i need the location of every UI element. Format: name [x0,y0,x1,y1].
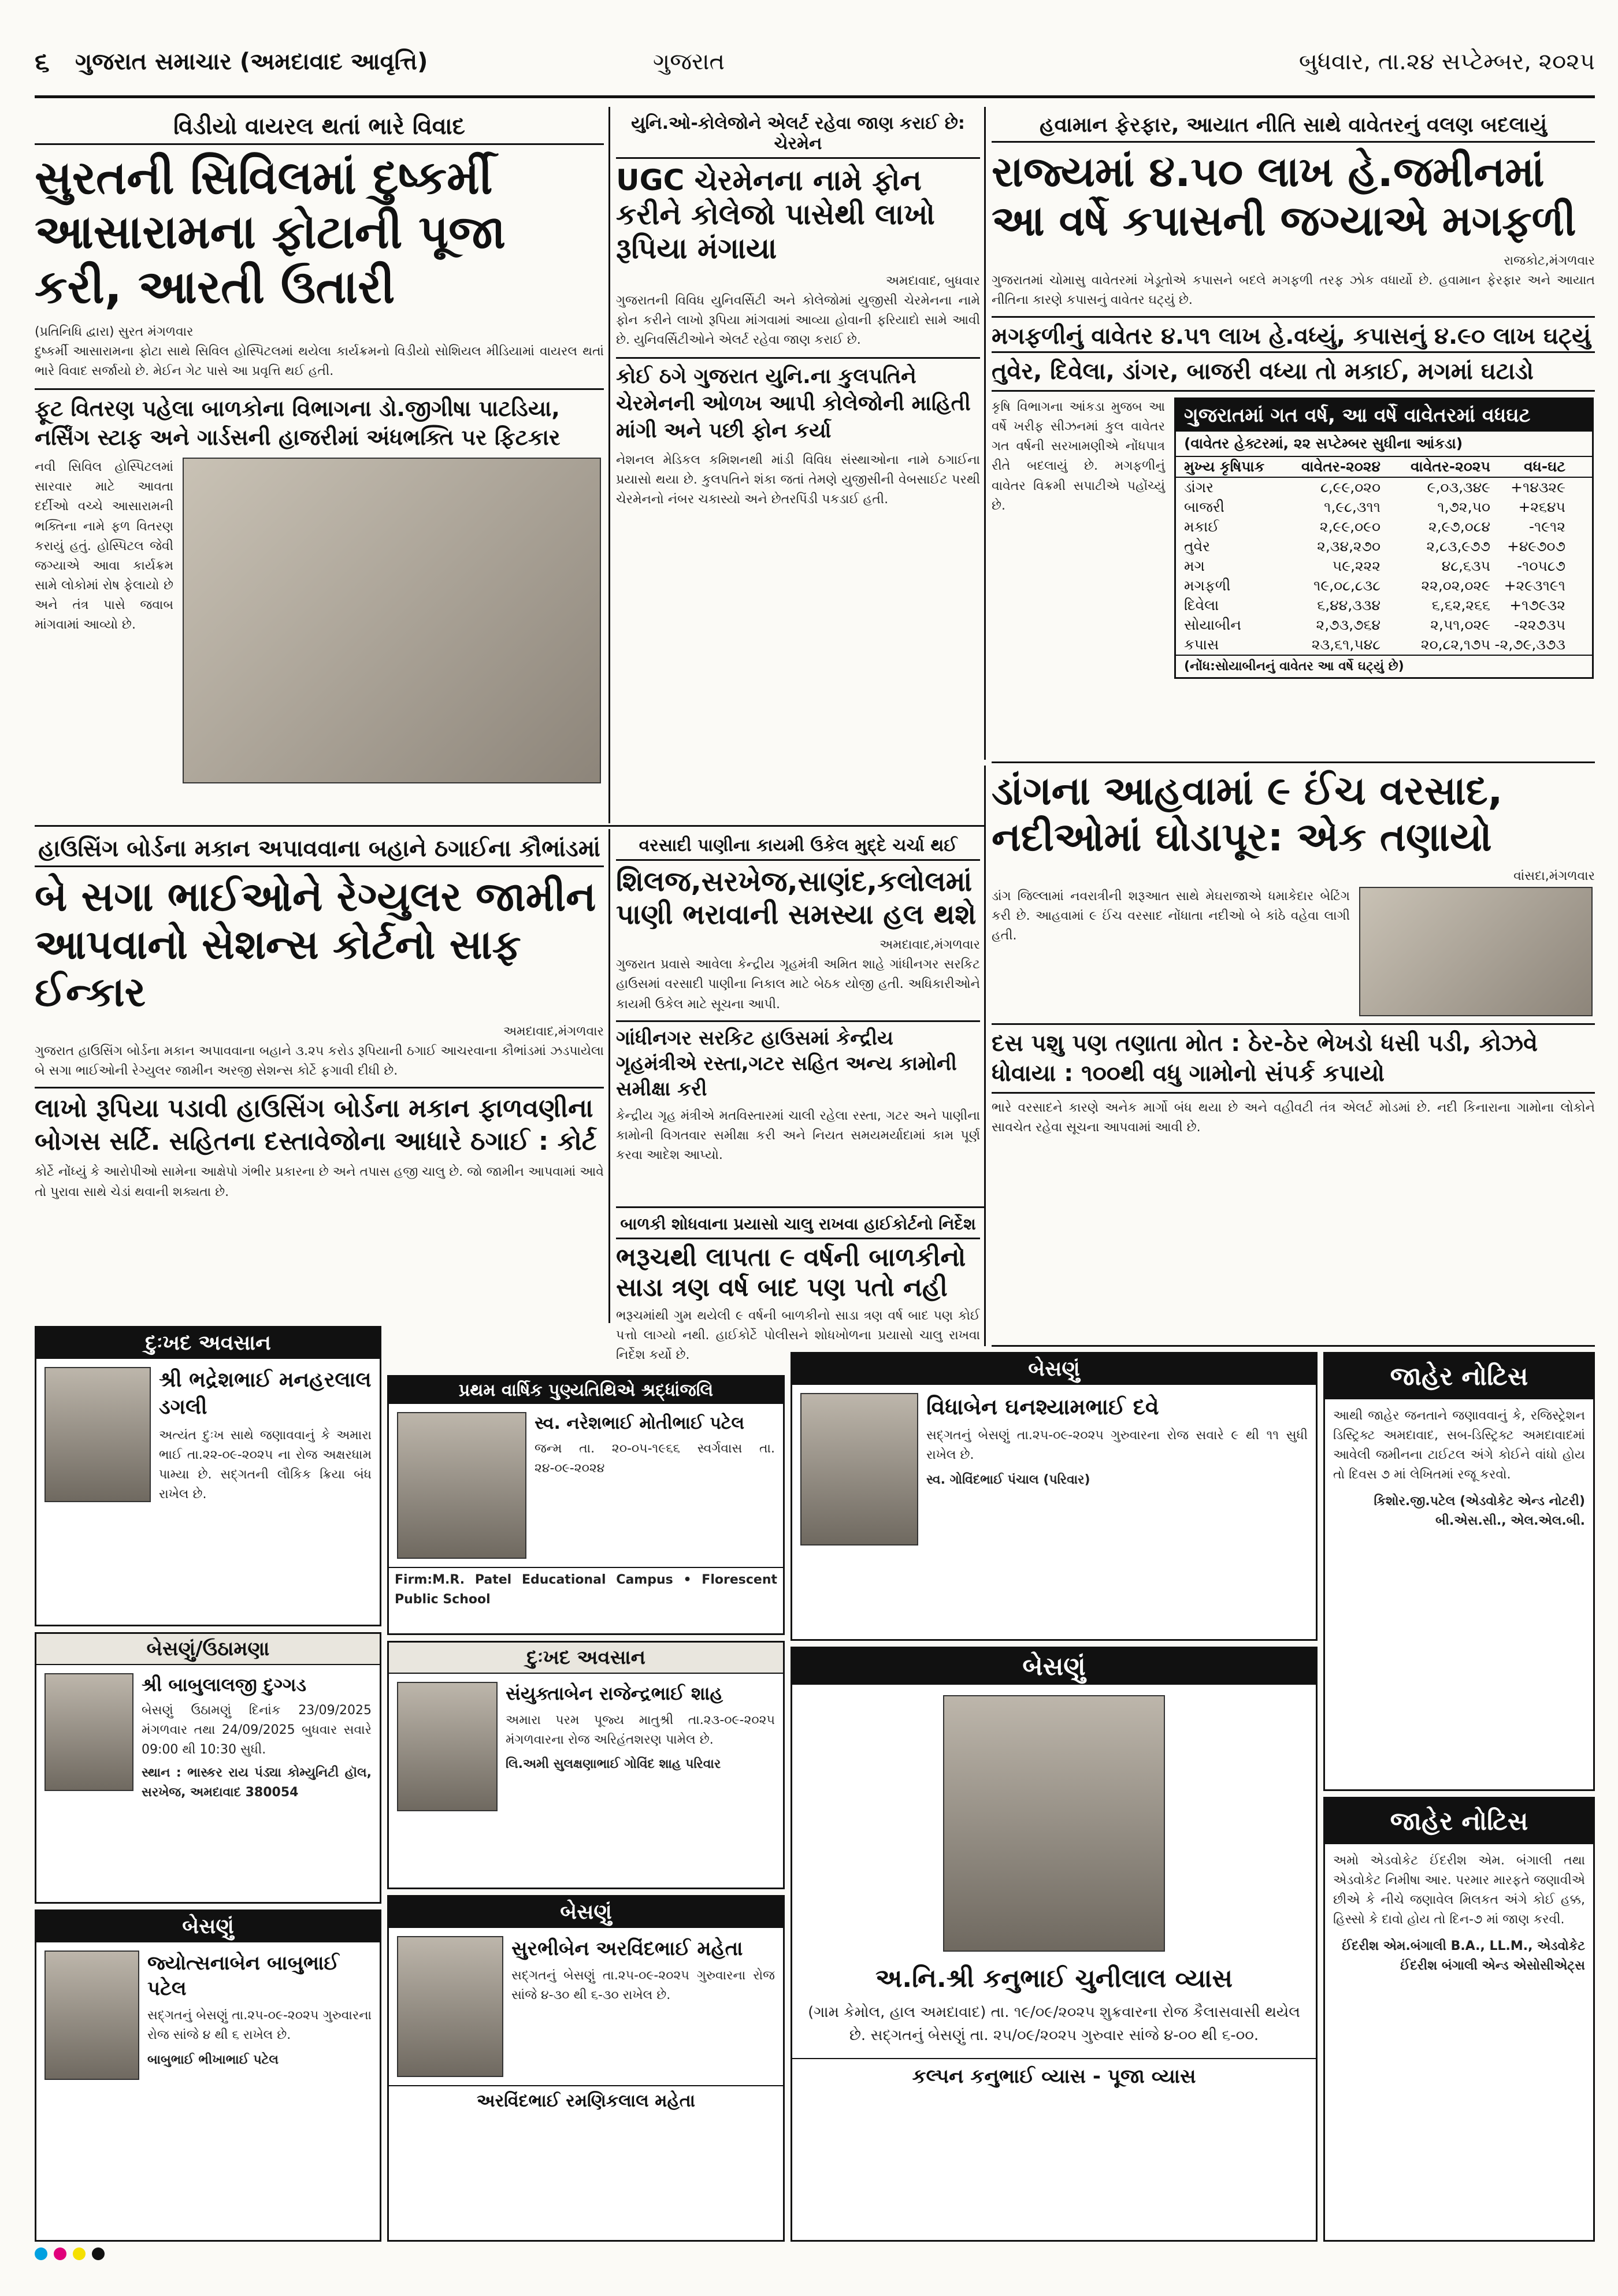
ad-text: અમારા પરમ પૂજ્ય માતુશ્રી તા.૨૩-૦૯-૨૦૨૫ મંગળવારના રોજ અરિહંતશરણ પામેલ છે. [506,1712,775,1747]
issue-date: બુધવાર, તા.૨૪ સપ્ટેમ્બર, ૨૦૨૫ [1298,49,1595,75]
table-cell: ૬,૬૨,૨૬૬ [1431,597,1490,614]
story-body: ગુજરાત પ્રવાસે આવેલા કેન્દ્રીય ગૃહમંત્રી અમિત શાહે ગાંધીનગર સરકિટ હાઉસમાં વરસાદી પાણીના નિકાલ માટે બેઠક યોજી હતી. અધિકારીઓને કાયમી ઉકેલ માટે સૂચના આપી. [616,957,980,1012]
table-row [1176,497,1592,517]
table-cell: તુવેર [1184,538,1211,555]
story-dateline: અમદાવાદ, બુધવાર [885,274,980,288]
notice-body: અમો એડવોકેટ ઈંદરીશ એમ. બંગાલી તથા એડવોકેટ નિમીષા આર. પરમાર મારફતે જણાવીએ છીએ કે નીચે જણાવેલ મિલકત અંગે કોઈ હક્ક, હિસ્સો કે દાવો હોય તો દિન-૭ માં જાણ કરવી. [1333,1853,1585,1927]
print-registration-marks [35,2247,1595,2271]
page-number: ૬ [35,46,50,77]
obituary-ad-4 [35,1909,381,2242]
story-body: ગુજરાત હાઉસિંગ બોર્ડના મકાન અપાવવાના બહાને ૩.૨૫ કરોડ રૂપિયાની ઠગાઈ આચરવાના કૌભાંડમાં ઝડપાયેલા બે સગા ભાઈઓની રેગ્યુલર જામીન અરજી સેશન્સ કોર્ટે ફગાવી દીધી છે. [35,1043,604,1078]
story-lead: દુષ્કર્મી આસારામના ફોટા સાથે સિવિલ હોસ્પિટલમાં થયેલા કાર્યક્રમનો વિડીયો સોશિયલ મીડિયામાં વાયરલ થતાં ભારે વિવાદ સર્જાયો છે. મેઈન ગેટ પાસે આ પ્રવૃત્તિ થઈ હતી. [35,344,604,379]
ad-name: શ્રી બાબુલાલજી દુગ્ગડ [142,1674,307,1696]
section-divider [992,761,1595,763]
table-header: મુખ્ય કૃષિપાક [1184,458,1265,475]
story-headline: UGC ચેરમેનના નામે ફોન કરીને કોલેજો પાસેથી લાખો રૂપિયા મંગાયા [616,164,935,265]
table-cell: કપાસ [1184,636,1219,653]
registration-dot [92,2247,105,2260]
table-cell: મગફળી [1184,577,1231,595]
story-body-2: કેન્દ્રીય ગૃહ મંત્રીએ મતવિસ્તારમાં ચાલી રહેલા રસ્તા, ગટર અને પાણીના કામોની વિગતવાર સમીક્ષા કરી અને નિયત સમયમર્યાદામાં કામ પૂર્ણ કરવા આદેશ આપ્યો. [616,1109,980,1163]
ad-title: બેસણું [389,1897,783,1928]
table-title: ગુજરાતમાં ગત વર્ષ, આ વર્ષે વાવેતરમાં વધઘટ [1176,399,1592,432]
ad-family: કલ્પન કનુભાઈ વ્યાસ - પૂજા વ્યાસ [792,2058,1316,2094]
table-cell: બાજરી [1184,499,1224,516]
story-body: ગુજરાતમાં ચોમાસુ વાવેતરમાં ખેડૂતોએ કપાસને બદલે મગફળી તરફ ઝોક વધાર્યો છે. હવામાન ફેરફાર અને આયાત નીતિના કારણે કપાસનું વાવેતર ઘટ્યું છે. [992,273,1595,308]
story-subhead: ગાંધીનગર સરકિટ હાઉસમાં કેન્દ્રીય ગૃહમંત્રીએ રસ્તા,ગટર સહિત અન્ય કામોની સમીક્ષા કરી [616,1020,980,1102]
table-cell: +૧૭૯૩૨ [1509,597,1565,614]
ad-text: (ગામ કેમોલ, હાલ અમદાવાદ) તા. ૧૯/૦૯/૨૦૨૫ શુક્રવારના રોજ કૈલાસવાસી થયેલ છે. સદ્ગતનું બેસણું તા. ૨૫/૦૯/૨૦૨૫ ગુરુવાર સાંજે ૪-૦૦ થી ૬-૦૦. [808,2004,1300,2045]
ad-title: બેસણું [792,1648,1316,1685]
table-row [1176,537,1592,556]
section-divider [992,1345,1595,1347]
ad-name: અ.નિ.શ્રી કનુભાઈ ચુનીલાલ વ્યાસ [875,1964,1233,1993]
crop-sowing-table [1174,397,1594,679]
story-headline: રાજ્યમાં ૪.૫૦ લાખ હે.જમીનમાં આ વર્ષે કપાસની જગ્યાએ મગફળી [992,147,1576,245]
story-kicker: હવામાન ફેરફાર, આયાત નીતિ સાથે વાવેતરનું વલણ બદલાયું [992,110,1595,143]
notice-title: જાહેર નોટિસ [1325,1799,1593,1844]
story-dateline: અમદાવાદ,મંગળવાર [503,1024,604,1039]
story-body: ગુજરાતની વિવિધ યુનિવર્સિટી અને કોલેજોમાં યુજીસી ચેરમેનના નામે ફોન કરીને લાખો રૂપિયા માંગવામાં આવ્યા હોવાની ફરિયાદો સામે આવી છે. યુનિવર્સિટીઓને એલર્ટ રહેવા જાણ કરાઈ છે. [616,293,980,348]
table-row [1176,615,1592,635]
story-headline: ભરૂચથી લાપતા ૯ વર્ષની બાળકીનો સાડા ત્રણ વર્ષ બાદ પણ પતો નહી [616,1243,966,1302]
ad-title: દુઃખદ અવસાન [389,1643,783,1674]
story-groundnut-sowing [992,110,1595,757]
notice-body: આથી જાહેર જનતાને જણાવવાનું કે, રજિસ્ટ્રેશન ડિસ્ટ્રિક્ટ અમદાવાદ, સબ-ડિસ્ટ્રિક્ટ અમદાવાદમાં આવેલી જમીનના ટાઈટલ અંગે કોઈને વાંધો હોય તો દિવસ ૭ માં લેખિતમાં રજૂ કરવો. [1333,1409,1585,1483]
ad-family: લિ.અમી સુલક્ષણાભાઈ ગોવિંદ શાહ પરિવાર [506,1756,721,1771]
ad-title: બેસણું/ઉઠામણા [36,1634,380,1665]
registration-dot [73,2247,86,2260]
table-header: વધ-ઘટ [1524,458,1565,475]
obituary-ad-6 [791,1352,1318,1641]
table-cell: ૯,૦૩,૩૪૯ [1427,479,1490,496]
paper-title: ગુજરાત સમાચાર (અમદાવાદ આવૃત્તિ) [75,49,428,75]
table-cell: ૪૮,૬૩૫ [1441,558,1490,575]
story-subhead: લાખો રૂપિયા પડાવી હાઉસિંગ બોર્ડના મકાન ફાળવણીના બોગસ સર્ટિ. સહિતના દસ્તાવેજોના આધારે ઠગાઈ : કોર્ટ [35,1087,604,1158]
story-body-2: નેશનલ મેડિકલ કમિશનથી માંડી વિવિધ સંસ્થાઓના નામે ઠગાઈના પ્રયાસો થયા છે. કુલપતિને શંકા જતાં તેમણે યુજીસીની વેબસાઈટ પરથી ચેરમેનનો નંબર ચકાસ્યો અને છેતરપિંડી પકડાઈ હતી. [616,452,980,507]
story-byline: (પ્રતિનિધિ દ્વારા) સુરત મંગળવાર [35,325,194,340]
story-body: ભરૂચમાંથી ગુમ થયેલી ૯ વર્ષની બાળકીનો સાડા ત્રણ વર્ષ બાદ પણ કોઈ પત્તો લાગ્યો નથી. હાઈકોર્ટે પોલીસને શોધખોળના પ્રયાસો ચાલુ રાખવા નિર્દેશ કર્યો છે. [616,1308,980,1362]
story-subhead: ફૂટ વિતરણ પહેલા બાળકોના વિભાગના ડો.જીગીષા પાટડિયા, નર્સિંગ સ્ટાફ અને ગાર્ડસની હાજરીમાં અંધભક્તિ પર ફિટકાર [35,388,604,452]
story-kicker: યુનિ.ઓ-કોલેજોને એલર્ટ રહેવા જાણ કરાઈ છે: ચેરમેન [616,110,980,159]
table-cell: ૨૨,૦૨,૦૨૯ [1421,577,1490,595]
table-header: વાવેતર-૨૦૨૪ [1301,458,1381,475]
ad-text: સદ્ગતનું બેસણું તા.૨૫-૦૯-૨૦૨૫ ગુરુવારના રોજ સવારે ૯ થી ૧૧ સુધી રાખેલ છે. [926,1428,1308,1463]
table-cell: +૧૪૩૨૯ [1511,479,1565,496]
story-headline: સુરતની સિવિલમાં દુષ્કર્મી આસારામના ફોટાની પૂજા કરી, આરતી ઉતારી [35,151,506,314]
obituary-ad-8 [791,1647,1318,2242]
table-row [1176,596,1592,615]
story-subhead: મગફળીનું વાવેતર ૪.૫૧ લાખ હે.વધ્યું, કપાસનું ૪.૯૦ લાખ ઘટ્યું [992,316,1595,351]
notice-signature: ઈંદરીશ એમ.બંગાલી B.A., LL.M., એડવોકેટ ઈંદરીશ બંગાલી એન્ડ એસોસીએટ્સ [1342,1939,1585,1974]
story-body-2: ભારે વરસાદને કારણે અનેક માર્ગો બંધ થયા છે અને વહીવટી તંત્ર એલર્ટ મોડમાં છે. નદી કિનારાના ગામોના લોકોને સાવચેત રહેવા સૂચના આપવામાં આવી છે. [992,1100,1595,1135]
table-cell: +૨૬૪૫ [1518,499,1565,516]
ad-title: બેસણું [36,1911,380,1942]
ad-name: જ્યોત્સનાબેન બાબુભાઈ પટેલ [147,1952,339,2001]
portrait-photo [44,1673,133,1791]
ad-text: અત્યંત દુઃખ સાથે જણાવવાનું કે અમારા ભાઈ તા.૨૨-૦૯-૨૦૨૫ ના રોજ અક્ષરધામ પામ્યા છે. સદ્ગતની લૌકિક ક્રિયા બંધ રાખેલ છે. [159,1428,372,1502]
ad-name: વિધાબેન ઘનશ્યામભાઈ દવે [926,1394,1159,1420]
obituary-ad-1 [35,1326,381,1626]
portrait-photo [44,1951,139,2080]
table-cell: મગ [1184,558,1205,575]
story-waterlogging [616,832,980,1202]
table-note: (નોંધ:સોયાબીનનું વાવેતર આ વર્ષે ઘટ્યું છે) [1176,655,1592,677]
table-cell: +૪૯૭૦૭ [1506,538,1565,555]
registration-dot [54,2247,66,2260]
story-missing-girl [616,1211,980,1367]
ad-text: સદ્ગતનું બેસણું તા.૨૫-૦૯-૨૦૨૫ ગુરુવારના રોજ સાંજે ૪ થી ૬ રાખેલ છે. [147,2008,372,2043]
ad-name: શ્રી ભદ્રેશભાઈ મનહરલાલ ડગલી [159,1368,372,1419]
story-dateline: રાજકોટ,મંગળવાર [1504,253,1595,268]
story-kicker: હાઉસિંગ બોર્ડના મકાન અપાવવાના બહાને ઠગાઈના કૌભાંડમાં [35,832,604,867]
table-cell: ૨,૯૯,૦૯૦ [1319,518,1381,536]
story-surat-civil [35,110,604,820]
table-cell: -૧૯૧૨ [1529,518,1565,536]
story-kicker: વિડીયો વાયરલ થતાં ભારે વિવાદ [35,110,604,145]
column-divider [608,829,610,1323]
ad-text: સદ્ગતનું બેસણું તા.૨૫-૦૯-૨૦૨૫ ગુરુવારના રોજ સાંજે ૪-૩૦ થી ૬-૩૦ રાખેલ છે. [511,1968,775,2003]
portrait-photo [397,1936,503,2077]
table-cell: ૨,૫૧,૦૨૯ [1430,616,1490,634]
section-divider [35,825,984,827]
obituary-ad-3 [387,1375,785,1635]
masthead [35,40,1595,98]
table-row [1176,635,1592,655]
story-dang-rain [992,768,1595,1340]
story-subhead-2: તુવેર, દિવેલા, ડાંગર, બાજરી વધ્યા તો મકાઈ, મગમાં ઘટાડો [992,351,1595,392]
ad-name: સ્વ. નરેશભાઈ મોતીભાઈ પટેલ [535,1413,745,1433]
story-dateline: અમદાવાદ,મંગળવાર [879,938,980,953]
table-cell: +૨૯૩૧૯૧ [1504,577,1565,595]
photo-aasaram-puja [183,458,601,783]
public-notice-2 [1323,1797,1595,2242]
ad-address: સ્થાન : ભાસ્કર રાય પંડ્યા કોમ્યુનિટી હૉલ, સરખેજ, અમદાવાદ 380054 [142,1765,372,1800]
portrait-photo [397,1682,498,1811]
table-cell: દિવેલા [1184,597,1219,614]
registration-dot [35,2247,47,2260]
notice-title: જાહેર નોટિસ [1325,1354,1593,1399]
ad-dates: જન્મ તા. ૨૦-૦૫-૧૯૬૬ સ્વર્ગવાસ તા. ૨૪-૦૯-૨૦૨૪ [535,1441,775,1476]
table-cell: -૨૨૭૩૫ [1514,616,1565,634]
story-headline: બે સગા ભાઈઓને રેગ્યુલર જામીન આપવાનો સેશન્સ કોર્ટનો સાફ ઈન્કાર [35,873,596,1016]
notice-signature: કિશોર.જી.પટેલ (એડવોકેટ એન્ડ નોટરી) બી.એસ.સી., એલ.એલ.બી. [1374,1494,1585,1529]
table-cell: ૨૦,૮૨,૧૭૫ [1420,636,1490,653]
photo-flooded-river [1359,887,1593,1016]
story-dateline: વાંસદા,મંગળવાર [1513,869,1595,884]
table-cell: ૨,૩૪,૨૭૦ [1317,538,1381,555]
story-housing-board-fraud [35,832,604,1317]
table-cell: ૧,૭૨,૫૦ [1437,499,1490,516]
ad-family: બાબુભાઈ ભીખાભાઈ પટેલ [147,2052,279,2067]
obituary-ad-7 [387,1895,785,2242]
ad-family: સ્વ. ગોવિંદભાઈ પંચાલ (પરિવાર) [926,1472,1090,1487]
public-notice-1 [1323,1352,1595,1791]
table-row [1176,576,1592,596]
ad-title: પ્રથમ વાર્ષિક પુણ્યતિથિએ શ્રદ્ધાંજલિ [389,1377,783,1404]
story-headline: ડાંગના આહવામાં ૯ ઈંચ વરસાદ, નદીઓમાં ઘોડાપૂર: એક તણાયો [992,768,1503,861]
ad-family: અરવિંદભાઈ રમણિકલાલ મહેતા [389,2085,783,2116]
table-cell: ૨,૭૩,૭૬૪ [1316,616,1381,634]
table-header: વાવેતર-૨૦૨૫ [1411,458,1490,475]
portrait-photo [44,1367,151,1502]
table-cell: -૨,૭૯,૩૭૩ [1494,636,1565,653]
section-name: ગુજરાત [653,49,725,75]
table-row [1176,478,1592,497]
ad-firm: Firm:M.R. Patel Educational Campus • Florescent Public School [389,1567,783,1612]
table-row [1176,556,1592,576]
ad-name: સંયુક્તાબેન રાજેન્દ્રભાઈ શાહ [506,1682,723,1704]
portrait-photo [800,1393,918,1545]
table-cell: ૬,૪૪,૩૩૪ [1317,597,1381,614]
column-divider [984,766,986,1346]
story-body: ડાંગ જિલ્લામાં નવરાત્રીની શરૂઆત સાથે મેઘરાજાએ ધમાકેદાર બેટિંગ કરી છે. આહવામાં ૯ ઈંચ વરસાદ નોંધાતા નદીઓ બે કાંઠે વહેવા લાગી હતી. [992,889,1350,943]
table-subtitle: (વાવેતર હેક્ટરમાં, ૨૨ સપ્ટેમ્બર સુધીના આંકડા) [1176,432,1592,457]
obituary-ad-2 [35,1632,381,1904]
table-cell: -૧૦૫૮૭ [1517,558,1565,575]
portrait-photo [397,1412,526,1559]
story-body: નવી સિવિલ હોસ્પિટલમાં સારવાર માટે આવતા દર્દીઓ વચ્ચે આસારામની ભક્તિના નામે ફળ વિતરણ કરાયું હતું. હોસ્પિટલ જેવી જગ્યાએ આવા કાર્યક્રમ સામે લોકોમાં રોષ ફેલાયો છે અને તંત્ર પાસે જવાબ માંગવામાં આવ્યો છે. [35,460,173,632]
ad-title: દુઃખદ અવસાન [36,1328,380,1359]
story-kicker: બાળકી શોધવાના પ્રયાસો ચાલુ રાખવા હાઈકોર્ટનો નિર્દેશ [616,1211,980,1239]
column-divider [984,107,986,760]
table-cell: ડાંગર [1184,479,1214,496]
table-cell: ૧,૯૮,૩૧૧ [1324,499,1381,516]
story-ugc-fraud [616,110,980,820]
story-kicker: વરસાદી પાણીના કાયમી ઉકેલ મુદ્દે ચર્ચા થઈ [616,832,980,861]
table-cell: ૨૩,૬૧,૫૪૮ [1311,636,1381,653]
ad-name: સુરભીબેન અરવિંદભાઈ મહેતા [511,1937,743,1960]
story-headline: શિલજ,સરખેજ,સાણંદ,કલોલમાં પાણી ભરાવાની સમસ્યા હલ થશે [616,865,977,931]
section-divider [616,1206,984,1208]
ad-title: બેસણું [792,1354,1316,1385]
table-cell: ૨,૯૭,૦૮૪ [1428,518,1490,536]
table-cell: ૧૯,૦૮,૮૩૮ [1313,577,1381,595]
ad-text: બેસણું ઉઠામણું દિનાંક 23/09/2025 મંગળવાર તથા 24/09/2025 બુધવાર સવારે 09:00 થી 10:30 સુધી. [142,1703,372,1757]
story-subhead: કોઈ ઠગે ગુજરાત યુનિ.ના કુલપતિને ચેરમેનની ઓળખ આપી કોલેજોની માહિતી માંગી અને પછી ફોન કર્યા [616,357,980,444]
table-cell: ૨,૮૩,૯૭૭ [1426,538,1490,555]
table-row [1176,517,1592,537]
portrait-photo [943,1695,1165,1952]
story-body-2: કોર્ટે નોંધ્યું કે આરોપીઓ સામેના આક્ષેપો ગંભીર પ્રકારના છે અને તપાસ હજી ચાલુ છે. જો જામીન આપવામાં આવે તો પુરાવા સાથે ચેડાં થવાની શક્યતા છે. [35,1165,604,1199]
table-header-row [1176,457,1592,478]
story-subhead: દસ પશુ પણ તણાતા મોત : ઠેર-ઠેર ભેખડો ધસી પડી, કોઝવે ધોવાયા : ૧૦૦થી વધુ ગામોનો સંપર્ક કપાયો [992,1023,1595,1094]
table-cell: સોયાબીન [1184,616,1241,634]
table-cell: મકાઈ [1184,518,1219,536]
story-body-2: કૃષિ વિભાગના આંકડા મુજબ આ વર્ષે ખરીફ સીઝનમાં કુલ વાવેતર ગત વર્ષની સરખામણીએ નોંધપાત્ર રીતે બદલાયું છે. મગફળીનું વાવેતર વિક્રમી સપાટીએ પહોંચ્યું છે. [992,400,1165,513]
table-cell: ૫૯,૨૨૨ [1332,558,1381,575]
column-divider [608,107,610,823]
obituary-ad-5 [387,1641,785,1889]
table-cell: ૮,૯૯,૦૨૦ [1320,479,1381,496]
